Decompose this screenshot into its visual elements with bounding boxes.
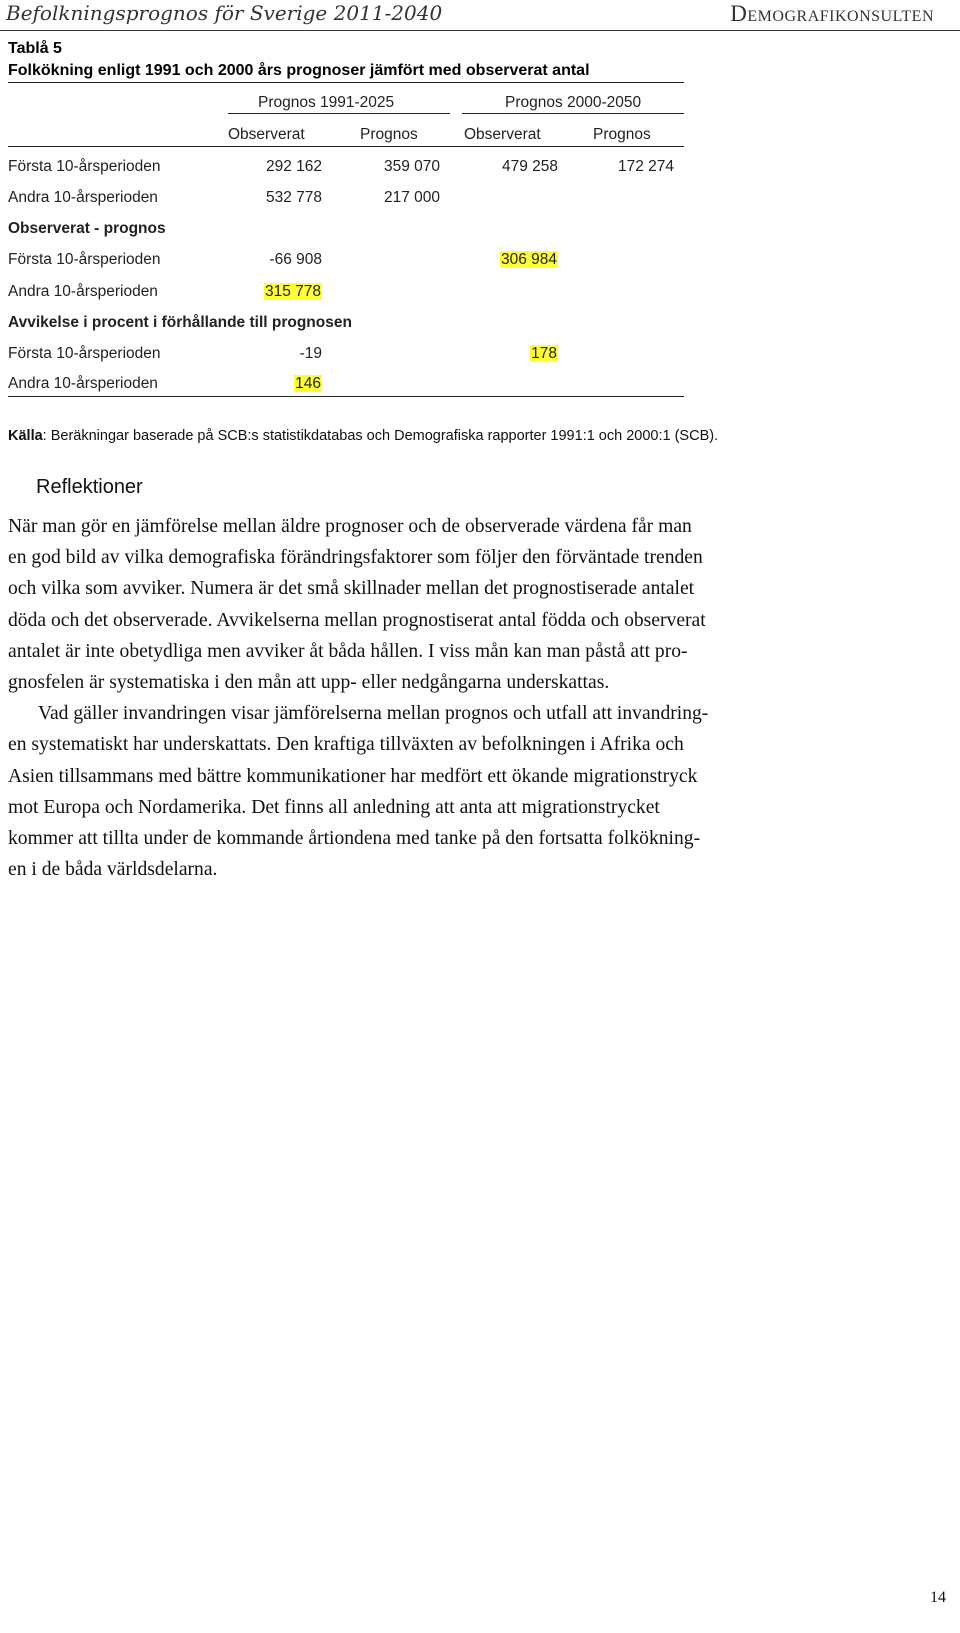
text-line: en i de båda världsdelarna. <box>8 859 218 881</box>
text-line: gnosfelen är systematiska i den mån att upp- eller nedgångarna underskattas. <box>8 672 610 694</box>
table-cell: -66 908 <box>269 251 322 268</box>
source-label: Källa <box>8 428 43 444</box>
text-line: antalet är inte obetydliga men avviker åt båda hållen. I viss mån kan man påstå att pro- <box>8 640 688 662</box>
table-top-rule <box>8 82 684 83</box>
table-cell-highlighted <box>222 374 322 394</box>
table-cell: 359 070 <box>383 158 440 175</box>
text-line: kommer att tillta under de kommande årtiondena med tanke på den fortsatta folkökning- <box>8 828 701 850</box>
source-text: : Beräkningar baserade på SCB:s statistikdatabas och Demografiska rapporter 1991:1 och 2000:1 (SCB). <box>42 428 719 444</box>
table-bottom-rule <box>8 396 684 397</box>
table-cell: 172 274 <box>617 158 674 175</box>
column-header-forecast-1991: Prognos <box>360 126 418 143</box>
table-cell-highlighted <box>458 250 558 270</box>
table-cell: 479 258 <box>501 158 558 175</box>
table-title: Folkökning enligt 1991 och 2000 års prognoser jämfört med observerat antal <box>8 62 590 79</box>
text-line: döda och det observerade. Avvikelserna mellan prognostiserat antal födda och observerat <box>8 609 706 631</box>
text-line: en god bild av vilka demografiska förändringsfaktorer som följer den förväntade trenden <box>8 547 703 569</box>
header-rule <box>0 30 960 31</box>
table-cell: -19 <box>299 345 322 362</box>
page-number: 14 <box>930 1589 946 1606</box>
table-cell-highlighted <box>222 282 322 302</box>
table-cell: 532 778 <box>265 189 322 206</box>
text-line: När man gör en jämförelse mellan äldre prognoser och de observerade värdena får man <box>8 516 692 537</box>
table-cell: 217 000 <box>383 189 440 206</box>
table-label: Tablå 5 <box>8 40 62 57</box>
text-line: en systematiskt har underskattats. Den kraftiga tillväxten av befolkningen i Afrika och <box>8 734 684 756</box>
column-header-observed-2000: Observerat <box>464 126 541 143</box>
row-label: Andra 10-årsperioden <box>8 189 158 206</box>
group-rule-1991 <box>228 113 450 114</box>
highlighted-value: 306 984 <box>500 251 557 268</box>
row-label: Andra 10-årsperioden <box>8 375 158 392</box>
document-title: Befolkningsprognos för Sverige 2011-2040 <box>6 1 443 25</box>
table-section-label: Avvikelse i procent i förhållande till prognosen <box>8 314 352 331</box>
publisher-name: Demografikonsulten <box>730 1 934 26</box>
text-line: Vad gäller invandringen visar jämförelserna mellan prognos och utfall att invandring- <box>38 703 709 725</box>
column-header-observed-1991: Observerat <box>228 126 305 143</box>
row-label: Andra 10-årsperioden <box>8 283 158 300</box>
row-label: Första 10-årsperioden <box>8 251 161 268</box>
table-cell-highlighted <box>458 344 558 364</box>
section-heading: Reflektioner <box>36 476 143 498</box>
row-label: Första 10-årsperioden <box>8 345 161 362</box>
group-header-1991: Prognos 1991-2025 <box>258 94 395 111</box>
page-header <box>0 0 960 30</box>
text-line: och vilka som avviker. Numera är det små skillnader mellan det prognostiserade antalet <box>8 578 695 600</box>
table-section-label: Observerat - prognos <box>8 220 166 237</box>
highlighted-value: 146 <box>295 375 321 392</box>
body-text <box>8 511 930 885</box>
group-rule-2000 <box>462 113 684 114</box>
column-header-rule <box>8 146 684 147</box>
highlighted-value: 315 778 <box>264 283 321 300</box>
text-line: mot Europa och Nordamerika. Det finns all anledning att anta att migrationstrycket <box>8 796 660 818</box>
column-header-forecast-2000: Prognos <box>593 126 651 143</box>
row-label: Första 10-årsperioden <box>8 158 161 175</box>
highlighted-value: 178 <box>531 345 557 362</box>
group-header-2000: Prognos 2000-2050 <box>505 94 642 111</box>
table-cell: 292 162 <box>265 158 322 175</box>
table-source <box>8 428 718 444</box>
text-line: Asien tillsammans med bättre kommunikationer har medfört ett ökande migrationstryck <box>8 765 698 787</box>
